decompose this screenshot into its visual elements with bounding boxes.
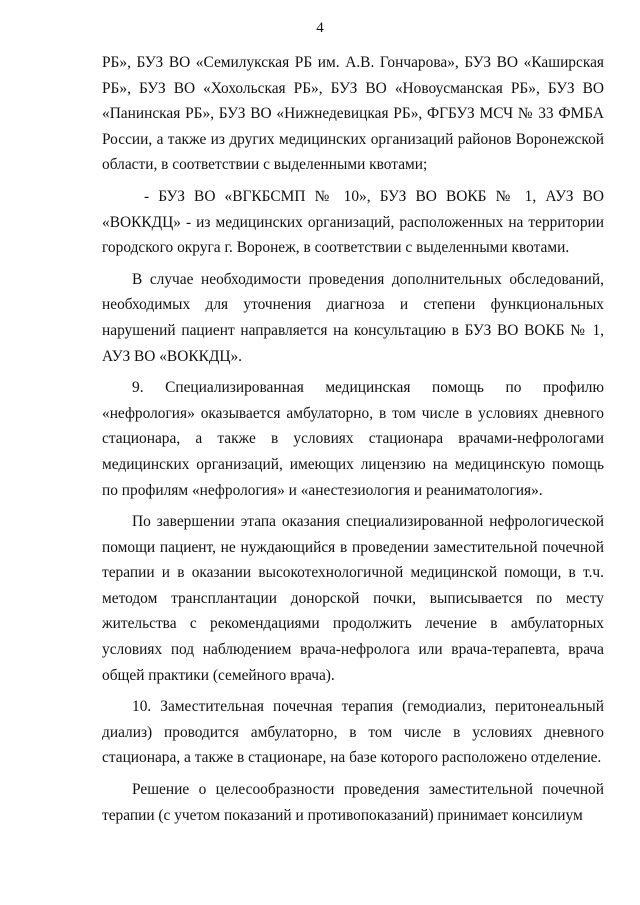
- paragraph-decision: Решение о целесообразности проведения заместительной почечной терапии (с учетом показаний и противопоказаний) принимает консилиум: [102, 781, 604, 824]
- page-number: 4: [316, 20, 324, 36]
- paragraph-city-clinics: - БУЗ ВО «ВГКБСМП № 10», БУЗ ВО ВОКБ № 1, АУЗ ВО «ВОККДЦ» - из медицинских организаций, расположенных на территории городского округа г. Воронеж, в соответствии с выделенными квотами.: [102, 187, 604, 257]
- paragraph-item-10: 10. Заместительная почечная терапия (гемодиализ, перитонеальный диализ) проводится амбулаторно, в том числе в условиях дневного стационара, а также в стационаре, на базе которого расположено отделение.: [102, 698, 604, 767]
- paragraph-discharge: По завершении этапа оказания специализированной нефрологической помощи пациент, не нуждающийся в проведении заместительной почечной терапии и в оказании высокотехнологичной медицинской помощи, в т.ч. методом трансплантации донорской почки, выписывается по месту жительства с рекомендациями продолжить лечение в амбулаторных условиях под наблюдением врача-нефролога или врача-терапевта, врача общей практики (семейного врача).: [102, 513, 604, 684]
- paragraph-clinics-list: РБ», БУЗ ВО «Семилукская РБ им. А.В. Гончарова», БУЗ ВО «Каширская РБ», БУЗ ВО «Хохольская РБ», БУЗ ВО «Новоусманская РБ», БУЗ ВО «Панинская РБ», БУЗ ВО «Нижнедевицкая РБ», ФГБУЗ МСЧ № 33 ФМБА России, а также из других медицинских организаций районов Воронежской области, в соответствии с выделенными квотами;: [102, 54, 604, 174]
- paragraph-item-9: 9. Специализированная медицинская помощь по профилю «нефрология» оказывается амбулаторно, в том числе в условиях дневного стационара, а также в условиях стационара врачами-нефрологами медицинских организаций, имеющих лицензию на медицинскую помощь по профилям «нефрология» и «анестезиология и реаниматология».: [102, 379, 604, 499]
- document-body: [102, 50, 604, 834]
- paragraph-additional-exams: В случае необходимости проведения дополнительных обследований, необходимых для уточнения диагноза и степени функциональных нарушений пациент направляется на консультацию в БУЗ ВО ВОКБ № 1, АУЗ ВО «ВОККДЦ».: [102, 270, 604, 365]
